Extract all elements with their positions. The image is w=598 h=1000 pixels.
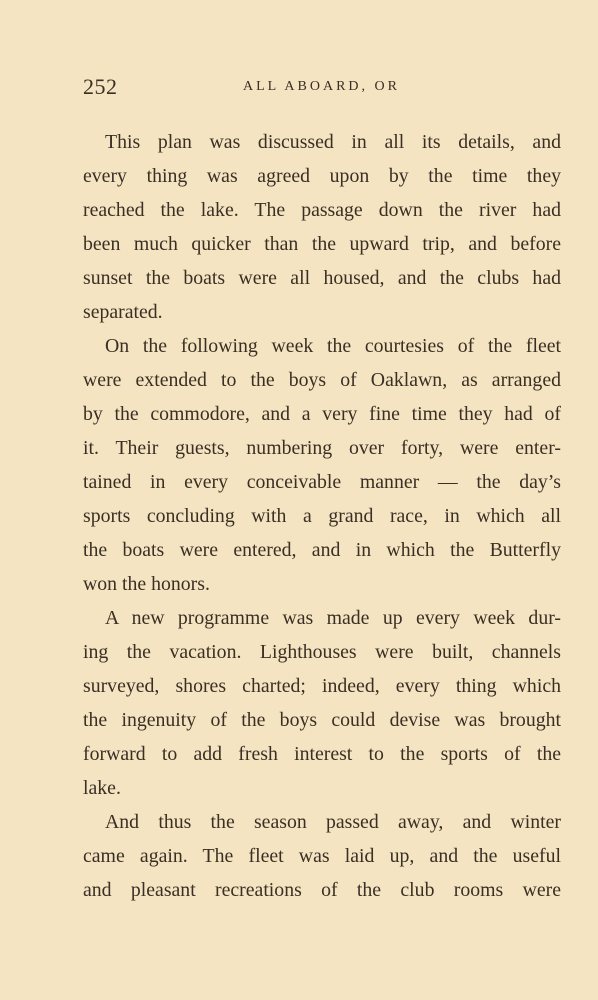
text-line: the boats were entered, and in which the Butterfly <box>83 539 561 561</box>
text-line: by the commodore, and a very fine time they had of <box>83 403 561 425</box>
text-line: were extended to the boys of Oaklawn, as arranged <box>83 369 561 391</box>
text-line: sports concluding with a grand race, in which all <box>83 505 561 527</box>
text-line: This plan was discussed in all its details, and <box>105 131 561 153</box>
paragraph-1 <box>83 125 561 329</box>
text-line: A new programme was made up every week dur- <box>105 607 561 629</box>
text-line: ing the vacation. Lighthouses were built, channels <box>83 641 561 663</box>
paragraph-4 <box>83 805 561 907</box>
text-line: lake. <box>83 777 121 799</box>
text-line: surveyed, shores charted; indeed, every thing which <box>83 675 561 697</box>
text-line: and pleasant recreations of the club rooms were <box>83 879 561 901</box>
text-line: forward to add fresh interest to the sports of the <box>83 743 561 765</box>
paragraph-3 <box>83 601 561 805</box>
text-line: On the following week the courtesies of the fleet <box>105 335 561 357</box>
running-title: ALL ABOARD, OR <box>243 79 400 94</box>
paragraph-2 <box>83 329 561 601</box>
text-line: the ingenuity of the boys could devise was brought <box>83 709 561 731</box>
text-line: sunset the boats were all housed, and the clubs had <box>83 267 561 289</box>
text-line: reached the lake. The passage down the river had <box>83 199 561 221</box>
text-line: every thing was agreed upon by the time they <box>83 165 561 187</box>
page-number: 252 <box>83 74 118 99</box>
text-line: came again. The fleet was laid up, and the useful <box>83 845 561 867</box>
running-head <box>83 72 560 102</box>
text-line: tained in every conceivable manner — the day’s <box>83 471 561 493</box>
text-line: And thus the season passed away, and winter <box>105 811 561 833</box>
text-line: separated. <box>83 301 163 323</box>
text-line: it. Their guests, numbering over forty, were enter- <box>83 437 561 459</box>
text-line: won the honors. <box>83 573 210 595</box>
text-line: been much quicker than the upward trip, and before <box>83 233 561 255</box>
body-text <box>83 125 561 907</box>
